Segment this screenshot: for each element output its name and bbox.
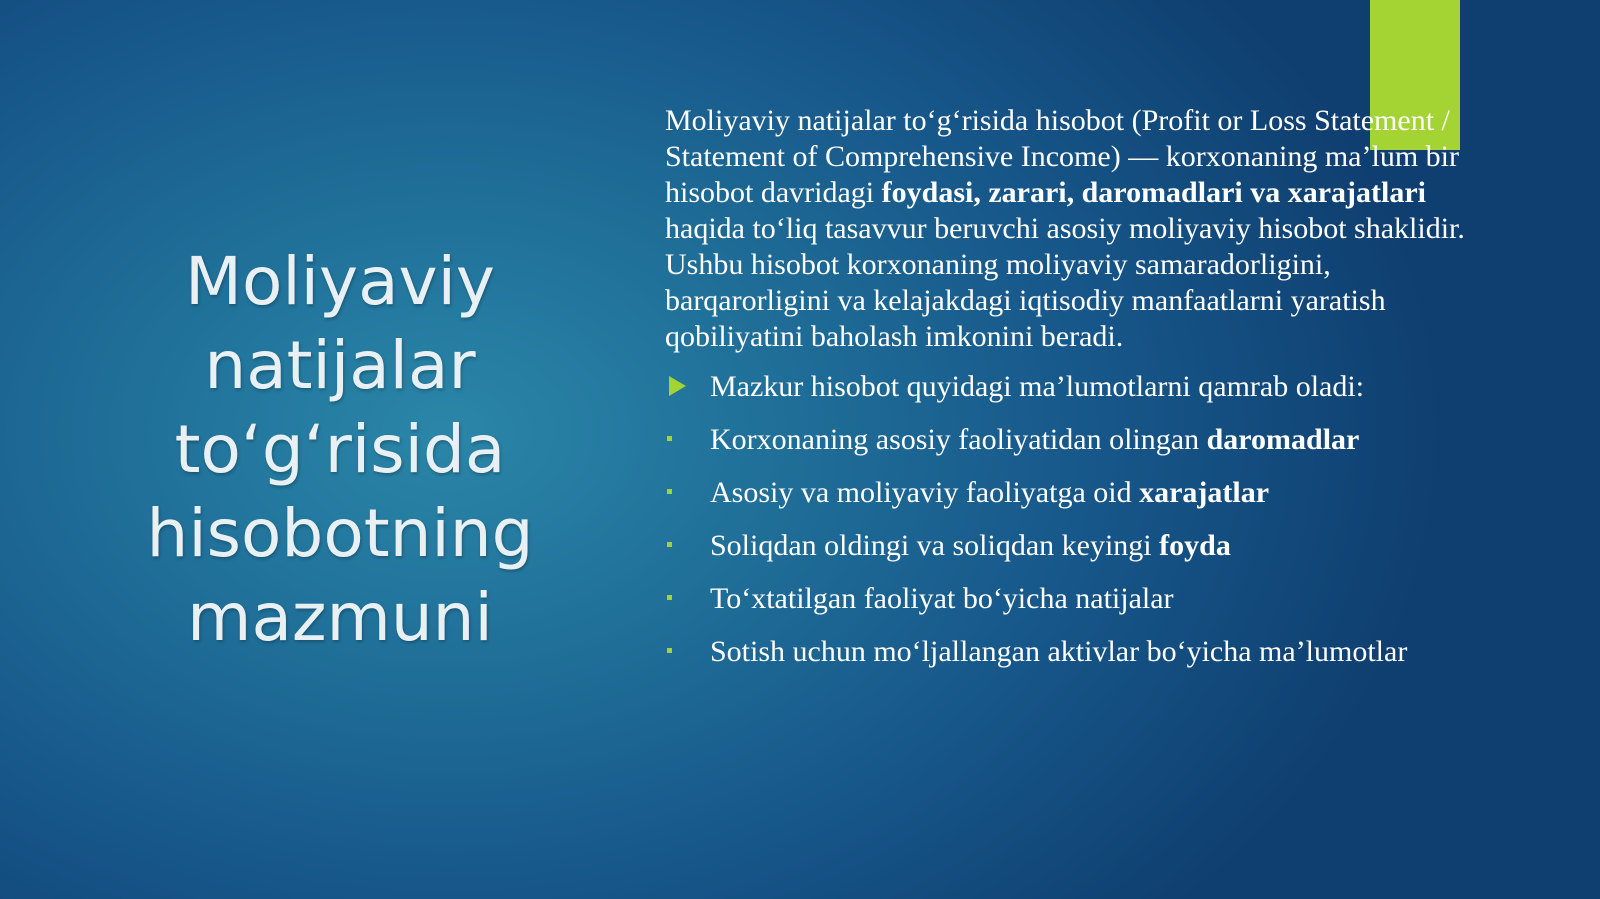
- square-bullet-icon: [665, 528, 685, 564]
- bullet-bold-text: foyda: [1159, 529, 1231, 562]
- intro-text-1: Moliyaviy natijalar to‘g‘risida hisobot (Profit or Loss Statement / Statement of Comprehensive Income) — korxonaning ma’lum bir hisobot davridagi: [665, 104, 1459, 209]
- square-bullet-icon: [665, 422, 685, 458]
- bullet-text: Sotish uchun mo‘ljallangan aktivlar bo‘yicha ma’lumotlar: [710, 635, 1408, 668]
- bullet-text: Mazkur hisobot quyidagi ma’lumotlarni qamrab oladi:: [710, 370, 1365, 403]
- bullet-text: To‘xtatilgan faoliyat bo‘yicha natijalar: [710, 582, 1174, 615]
- square-bullet-icon: [665, 475, 685, 511]
- list-item: [665, 528, 1495, 564]
- bullet-text: Asosiy va moliyaviy faoliyatga oid: [710, 476, 1140, 509]
- intro-text-2: haqida to‘liq tasavvur beruvchi asosiy moliyaviy hisobot shaklidir. Ushbu hisobot korxonaning moliyaviy samaradorligini, barqarorligini va kelajakdagi iqtisodiy manfaatlarni yaratish qobiliyatini baholash imkonini beradi.: [665, 212, 1465, 353]
- square-bullet-icon: [665, 634, 685, 670]
- list-item: [665, 634, 1495, 670]
- bullet-text: Korxonaning asosiy faoliyatidan olingan: [710, 423, 1207, 456]
- arrow-bullet-icon: [665, 369, 685, 405]
- bullet-text: Soliqdan oldingi va soliqdan keyingi: [710, 529, 1160, 562]
- list-item: [665, 581, 1495, 617]
- intro-paragraph: [665, 103, 1495, 355]
- list-item: [665, 475, 1495, 511]
- square-bullet-icon: [665, 581, 685, 617]
- list-item: [665, 369, 1495, 405]
- slide-content: [665, 103, 1495, 687]
- bullet-bold-text: xarajatlar: [1139, 476, 1270, 509]
- intro-bold-text: foydasi, zarari, daromadlari va xarajatlari: [881, 176, 1427, 209]
- bullet-bold-text: daromadlar: [1206, 423, 1360, 456]
- list-item: [665, 422, 1495, 458]
- slide-title: Moliyaviy natijalar to‘g‘risida hisobotning mazmuni: [146, 243, 534, 656]
- bullet-list: [665, 369, 1495, 670]
